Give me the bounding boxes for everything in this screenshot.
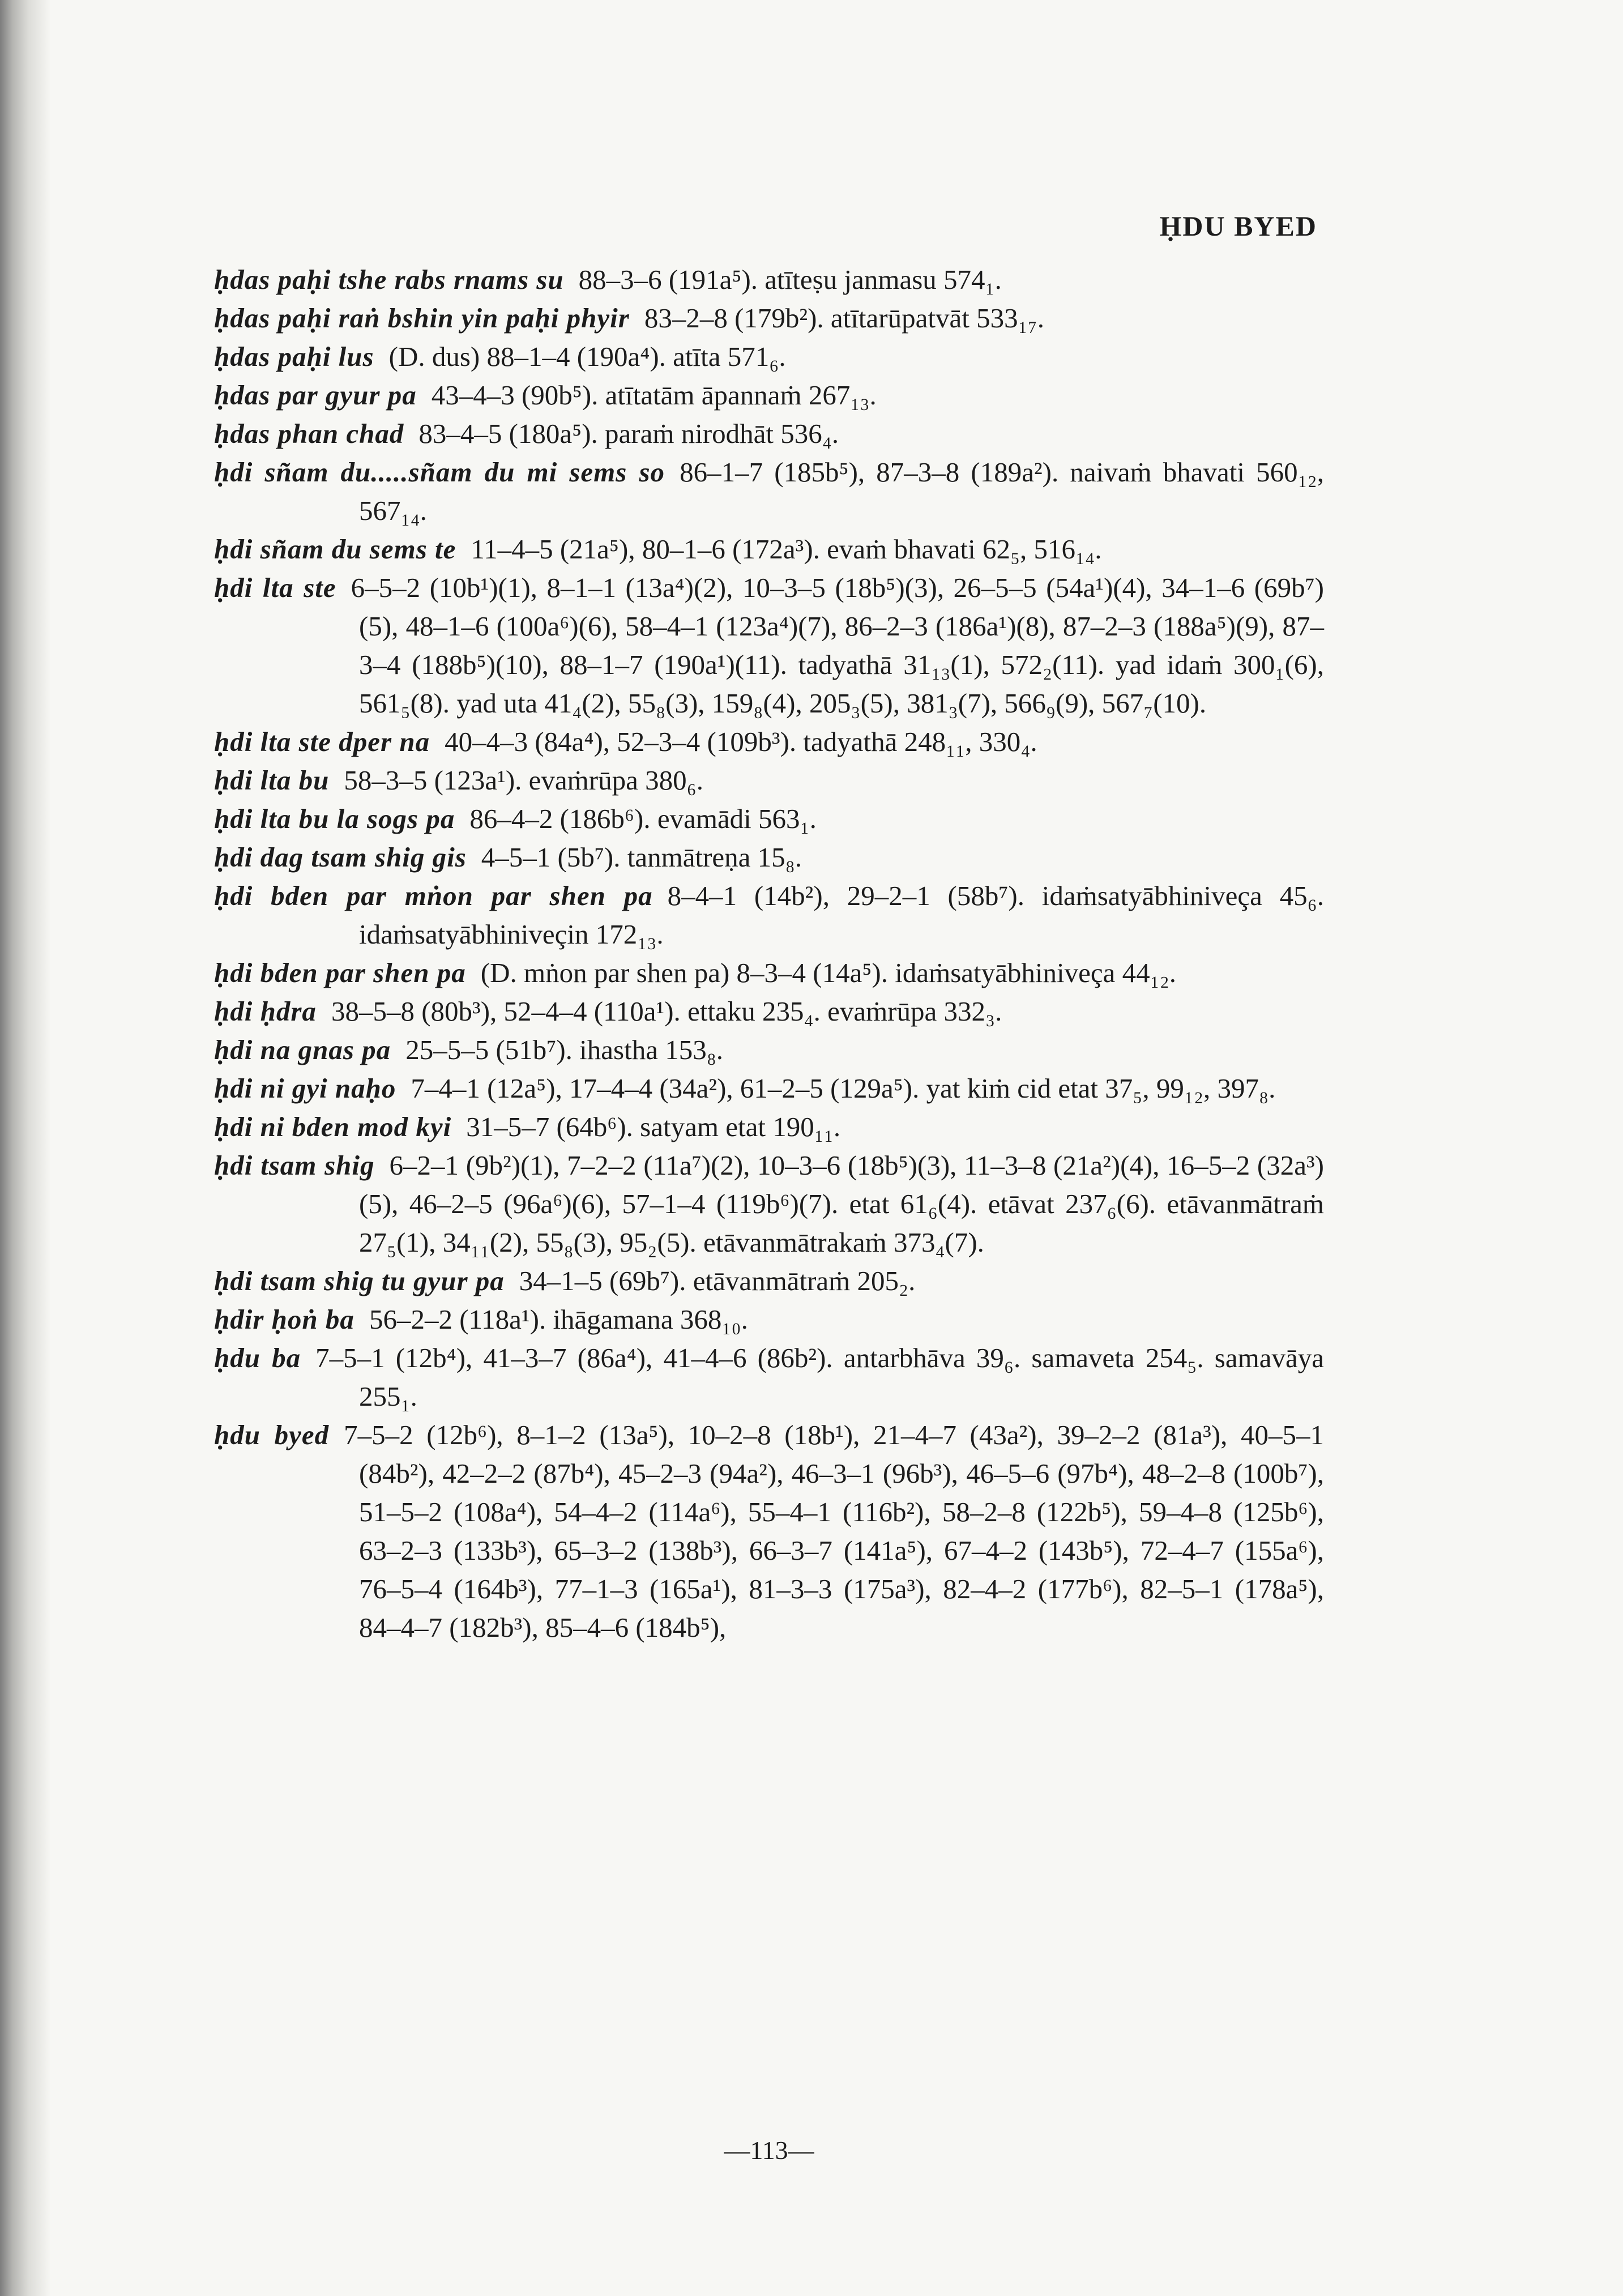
entry-body: 56–2–2 (118a¹). ihāgamana 368₁₀. — [369, 1304, 748, 1335]
dictionary-entry — [214, 299, 1324, 338]
dictionary-entry — [214, 761, 1324, 800]
entry-body: 7–5–2 (12b⁶), 8–1–2 (13a⁵), 10–2–8 (18b¹), 21–4–7 (43a²), 39–2–2 (81a³), 40–5–1 (84b²), 42–2–2 (87b⁴), 45–2–3 (94a²), 46–3–1 (96b³), 46–5–6 (97b⁴), 48–2–8 (100b⁷), 51–5–2 (108a⁴), 54–4–2 (114a⁶), 55–4–1 (116b²), 58–2–8 (122b⁵), 59–4–8 (125b⁶), 63–2–3 (133b³), 65–3–2 (138b³), 66–3–7 (141a⁵), 67–4–2 (143b⁵), 72–4–7 (155a⁶), 76–5–4 (164b³), 77–1–3 (165a¹), 81–3–3 (175a³), 82–4–2 (177b⁶), 82–5–1 (178a⁵), 84–4–7 (182b³), 85–4–6 (184b⁵), — [344, 1419, 1324, 1643]
dictionary-entry — [214, 954, 1324, 992]
entry-headword: ḥdas paḥi tshe rabs rnams su — [214, 264, 564, 295]
dictionary-entry — [214, 530, 1324, 569]
entry-headword: ḥdas paḥi raṅ bshin yin paḥi phyir — [214, 302, 630, 334]
entry-body: 8–4–1 (14b²), 29–2–1 (58b⁷). idaṁsatyābhiniveça 45₆. idaṁsatyābhiniveçin 172₁₃. — [359, 880, 1324, 950]
entry-headword: ḥdi ni gyi naḥo — [214, 1073, 396, 1104]
entry-headword: ḥdi tsam shig — [214, 1150, 375, 1181]
entry-body: 7–4–1 (12a⁵), 17–4–4 (34a²), 61–2–5 (129a⁵). yat kiṁ cid etat 37₅, 99₁₂, 397₈. — [411, 1073, 1276, 1104]
entry-body: 83–2–8 (179b²). atītarūpatvāt 533₁₇. — [644, 302, 1044, 334]
entry-headword: ḥdi ni bden mod kyi — [214, 1111, 452, 1142]
dictionary-entry — [214, 376, 1324, 415]
dictionary-entry — [214, 723, 1324, 761]
entry-headword: ḥdi lta bu la sogs pa — [214, 803, 455, 834]
dictionary-entry — [214, 453, 1324, 530]
entry-headword: ḥdas phan chad — [214, 418, 404, 449]
entry-headword: ḥdi na gnas pa — [214, 1034, 391, 1065]
entry-headword: ḥdi sñam du.....sñam du mi sems so — [214, 456, 665, 488]
page-number-text: —113— — [724, 2136, 814, 2165]
entry-body: 58–3–5 (123a¹). evaṁrūpa 380₆. — [344, 765, 703, 796]
entry-body: 43–4–3 (90b⁵). atītatām āpannaṁ 267₁₃. — [431, 379, 877, 411]
entry-body: 40–4–3 (84a⁴), 52–3–4 (109b³). tadyathā 248₁₁, 330₄. — [445, 726, 1037, 757]
entry-body: 86–1–7 (185b⁵), 87–3–8 (189a²). naivaṁ bhavati 560₁₂, 567₁₄. — [359, 456, 1324, 526]
dictionary-entry — [214, 1300, 1324, 1339]
dictionary-entry — [214, 1146, 1324, 1262]
entry-headword: ḥdi sñam du sems te — [214, 534, 456, 565]
entry-body: 88–3–6 (191a⁵). atīteṣu janmasu 574₁. — [578, 264, 1002, 295]
dictionary-entry — [214, 1031, 1324, 1069]
entry-body: 34–1–5 (69b⁷). etāvanmātraṁ 205₂. — [519, 1265, 916, 1296]
dictionary-entry — [214, 1339, 1324, 1416]
entry-headword: ḥdi dag tsam shig gis — [214, 842, 467, 873]
entry-body: 38–5–8 (80b³), 52–4–4 (110a¹). ettaku 235₄. evaṁrūpa 332₃. — [331, 996, 1002, 1027]
entry-body: 83–4–5 (180a⁵). paraṁ nirodhāt 536₄. — [418, 418, 839, 449]
entry-body: 6–5–2 (10b¹)(1), 8–1–1 (13a⁴)(2), 10–3–5 (18b⁵)(3), 26–5–5 (54a¹)(4), 34–1–6 (69b⁷)(5), 48–1–6 (100a⁶)(6), 58–4–1 (123a⁴)(7), 86–2–3 (186a¹)(8), 87–2–3 (188a⁵)(9), 87–3–4 (188b⁵)(10), 88–1–7 (190a¹)(11). tadyathā 31₁₃(1), 572₂(11). yad idaṁ 300₁(6), 561₅(8). yad uta 41₄(2), 55₈(3), 159₈(4), 205₃(5), 381₃(7), 566₉(9), 567₇(10). — [351, 572, 1324, 719]
dictionary-entry — [214, 800, 1324, 838]
entry-headword: ḥdas paḥi lus — [214, 341, 374, 372]
entry-headword: ḥdu ba — [214, 1342, 301, 1373]
dictionary-entry — [214, 838, 1324, 877]
entry-body: (D. dus) 88–1–4 (190a⁴). atīta 571₆. — [388, 341, 786, 372]
dictionary-entry — [214, 1262, 1324, 1300]
entry-headword: ḥdu byed — [214, 1419, 330, 1450]
dictionary-entry — [214, 415, 1324, 453]
dictionary-entry — [214, 992, 1324, 1031]
entry-headword: ḥdi lta ste dper na — [214, 726, 430, 757]
page-number — [0, 2135, 1623, 2165]
entry-headword: ḥdi tsam shig tu gyur pa — [214, 1265, 505, 1296]
entry-headword: ḥdi lta ste — [214, 572, 336, 603]
dictionary-entry — [214, 569, 1324, 723]
entry-headword: ḥdi bden par shen pa — [214, 957, 466, 988]
entry-headword: ḥdas par gyur pa — [214, 379, 417, 411]
entry-body: 7–5–1 (12b⁴), 41–3–7 (86a⁴), 41–4–6 (86b²). antarbhāva 39₆. samaveta 254₅. samavāya 255₁. — [315, 1342, 1324, 1412]
entry-headword: ḥdi ḥdra — [214, 996, 317, 1027]
dictionary-entry — [214, 1108, 1324, 1146]
entry-body: 11–4–5 (21a⁵), 80–1–6 (172a³). evaṁ bhavati 62₅, 516₁₄. — [471, 534, 1102, 565]
entry-body: 25–5–5 (51b⁷). ihastha 153₈. — [405, 1034, 724, 1065]
dictionary-entry — [214, 1069, 1324, 1108]
entry-body: 31–5–7 (64b⁶). satyam etat 190₁₁. — [466, 1111, 841, 1142]
entry-body: 6–2–1 (9b²)(1), 7–2–2 (11a⁷)(2), 10–3–6 (18b⁵)(3), 11–3–8 (21a²)(4), 16–5–2 (32a³)(5), 46–2–5 (96a⁶)(6), 57–1–4 (119b⁶)(7). etat 61₆(4). etāvat 237₆(6). etāvanmātraṁ 27₅(1), 34₁₁(2), 55₈(3), 95₂(5). etāvanmātrakaṁ 373₄(7). — [359, 1150, 1324, 1258]
entry-body: 86–4–2 (186b⁶). evamādi 563₁. — [469, 803, 817, 834]
dictionary-entry — [214, 1416, 1324, 1647]
entry-headword: ḥdi lta bu — [214, 765, 330, 796]
entry-body: 4–5–1 (5b⁷). tanmātreṇa 15₈. — [481, 842, 802, 873]
dictionary-entry — [214, 261, 1324, 299]
entry-body: (D. mṅon par shen pa) 8–3–4 (14a⁵). idaṁsatyābhiniveça 44₁₂. — [480, 957, 1177, 988]
entry-headword: ḥdi bden par mṅon par shen pa — [214, 880, 653, 911]
running-head: ḤDU BYED — [1159, 210, 1317, 242]
dictionary-entry — [214, 877, 1324, 954]
entry-headword: ḥdir ḥoṅ ba — [214, 1304, 355, 1335]
scan-edge-shadow — [0, 0, 51, 2296]
dictionary-entry — [214, 338, 1324, 376]
dictionary-entries — [214, 261, 1324, 1647]
